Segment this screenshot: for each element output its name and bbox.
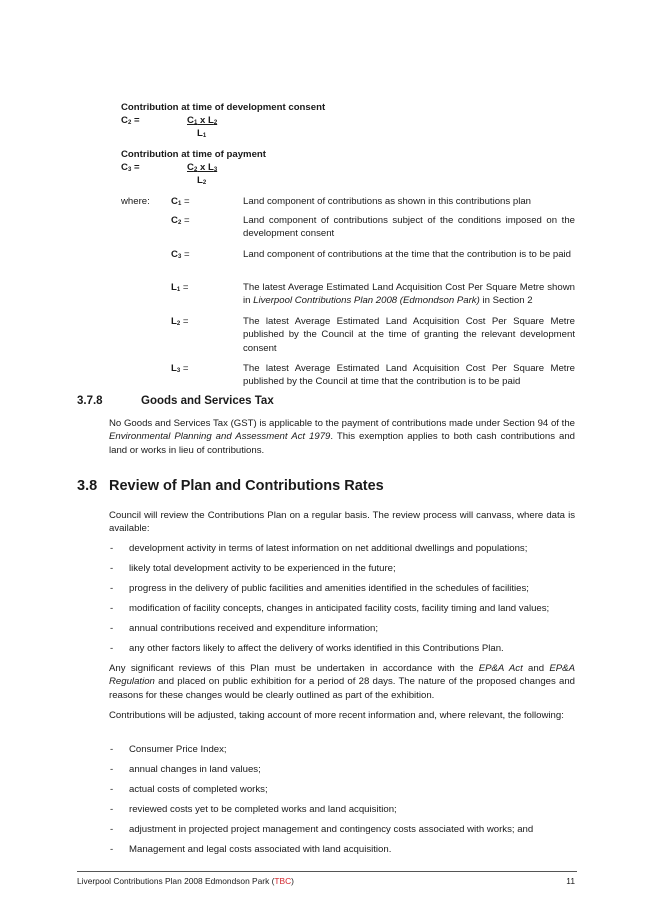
footer-rule <box>77 871 577 872</box>
formula-subscript: 3 <box>177 254 182 260</box>
section-number-378: 3.7.8 <box>77 395 103 407</box>
adjustment-bullet: Consumer Price Index; <box>129 744 227 755</box>
definition-symbol-l3 <box>171 362 189 375</box>
paragraph-text: and <box>522 663 550 674</box>
definition-symbol-l1 <box>171 281 189 294</box>
consent-formula-numerator <box>187 114 217 127</box>
formula-subscript: 1 <box>177 201 182 207</box>
formula-symbol: C <box>171 215 178 226</box>
payment-formula-numerator <box>187 161 217 174</box>
footer-title-text: Liverpool Contributions Plan 2008 Edmondson Park ( <box>77 876 275 886</box>
consent-formula-lhs <box>121 114 140 127</box>
formula-equals: = <box>182 316 189 327</box>
plan-title-italic: Liverpool Contributions Plan 2008 (Edmondson Park) <box>253 295 480 307</box>
formula-subscript: 3 <box>127 167 132 173</box>
formula-symbol: C <box>187 115 194 126</box>
adjustment-bullet: actual costs of completed works; <box>129 784 268 795</box>
footer-document-title <box>77 876 294 886</box>
formula-operator: x L <box>197 162 214 173</box>
formula-subscript: 2 <box>193 167 198 173</box>
formula-equals: = <box>183 215 190 226</box>
formula-equals: = <box>183 196 190 207</box>
bullet-dash: - <box>110 543 114 554</box>
section-heading-gst: Goods and Services Tax <box>141 395 274 407</box>
where-label: where: <box>121 196 150 207</box>
definition-text-c2: Land component of contributions subject of the conditions imposed on the development consent <box>243 215 575 240</box>
act-title-italic: EP&A Act <box>478 663 523 674</box>
paragraph-text: Any significant reviews of this Plan must be undertaken in accordance with the <box>109 663 479 674</box>
definition-text-c3: Land component of contributions at the time that the contribution is to be paid <box>243 249 571 260</box>
review-bullet: likely total development activity to be experienced in the future; <box>129 563 396 574</box>
definition-text-part: in Section 2 <box>479 295 533 307</box>
formula-symbol: C <box>121 162 128 173</box>
consent-formula-denominator <box>197 127 206 140</box>
formula-equals: = <box>182 282 189 293</box>
formula-subscript: 3 <box>213 167 218 173</box>
formula-equals: = <box>183 249 190 260</box>
formula-subscript: 2 <box>213 120 218 126</box>
bullet-dash: - <box>110 563 114 574</box>
definition-symbol-c3 <box>171 248 190 261</box>
formula-symbol: L <box>197 175 203 186</box>
formula-equals: = <box>182 363 189 374</box>
definition-text-l1 <box>243 281 575 308</box>
formula-subscript: 2 <box>127 120 132 126</box>
adjustment-bullet: reviewed costs yet to be completed works and land acquisition; <box>129 804 397 815</box>
bullet-dash: - <box>110 804 114 815</box>
formula-symbol: L <box>171 363 177 374</box>
definition-text-part: The latest Average Estimated Land Acquisition Cost Per Square Metre shown in <box>243 282 575 307</box>
formula-symbol: C <box>171 249 178 260</box>
formula-subscript: 2 <box>176 321 181 327</box>
bullet-dash: - <box>110 784 114 795</box>
bullet-dash: - <box>110 583 114 594</box>
formula-symbol: C <box>121 115 128 126</box>
formula-equals: = <box>133 162 140 173</box>
review-bullet: progress in the delivery of public facilities and amenities identified in the schedules of facilities; <box>129 583 529 594</box>
formula-subscript: 1 <box>202 133 207 139</box>
bullet-dash: - <box>110 623 114 634</box>
adjustment-bullet: adjustment in projected project management and contingency costs associated with works; and <box>129 824 534 835</box>
section-number-38: 3.8 <box>77 478 98 494</box>
definition-symbol-c2 <box>171 214 190 227</box>
payment-formula-heading: Contribution at time of payment <box>121 149 266 160</box>
bullet-dash: - <box>110 844 114 855</box>
formula-symbol: C <box>171 196 178 207</box>
adjustment-bullet: annual changes in land values; <box>129 764 261 775</box>
formula-subscript: 3 <box>176 368 181 374</box>
bullet-dash: - <box>110 643 114 654</box>
bullet-dash: - <box>110 603 114 614</box>
formula-operator: x L <box>197 115 214 126</box>
review-intro-paragraph: Council will review the Contributions Plan on a regular basis. The review process will canvass, where data is available: <box>109 510 575 535</box>
formula-symbol: C <box>187 162 194 173</box>
tbc-marker: TBC <box>274 876 292 886</box>
formula-symbol: L <box>197 128 203 139</box>
footer-title-text: ) <box>291 876 294 886</box>
formula-equals: = <box>133 115 140 126</box>
payment-formula-denominator <box>197 174 206 187</box>
section-heading-review: Review of Plan and Contributions Rates <box>109 478 384 494</box>
regulation-title-italic: EP&A Regulation <box>109 663 575 688</box>
paragraph-text: No Goods and Services Tax (GST) is applicable to the payment of contributions made under Section 94 of the <box>109 418 575 429</box>
formula-symbol: L <box>171 282 177 293</box>
review-bullet: annual contributions received and expenditure information; <box>129 623 379 634</box>
payment-formula-lhs <box>121 161 140 174</box>
bullet-dash: - <box>110 824 114 835</box>
page-number: 11 <box>566 876 575 886</box>
formula-symbol: L <box>171 316 177 327</box>
definition-text-l2: The latest Average Estimated Land Acquisition Cost Per Square Metre published by the Council at the time of granting the relevant development consent <box>243 316 575 354</box>
bullet-dash: - <box>110 744 114 755</box>
gst-paragraph <box>109 417 575 457</box>
definition-symbol-c1 <box>171 195 190 208</box>
definition-text-l3: The latest Average Estimated Land Acquisition Cost Per Square Metre published by the Council at time that the contribution is to be paid <box>243 363 575 388</box>
adjustment-bullet: Management and legal costs associated with land acquisition. <box>129 844 392 855</box>
review-paragraph-2 <box>109 662 575 702</box>
paragraph-text: and placed on public exhibition for a period of 28 days. The nature of the proposed changes and reasons for these changes would be clearly outlined as part of the exhibition. <box>109 676 575 701</box>
review-paragraph-3: Contributions will be adjusted, taking account of more recent information and, where relevant, the following: <box>109 710 564 721</box>
bullet-dash: - <box>110 764 114 775</box>
paragraph-text: . This exemption applies to both cash contributions and land or works in lieu of contributions. <box>109 431 575 456</box>
formula-subscript: 2 <box>202 180 207 186</box>
act-title-italic: Environmental Planning and Assessment Act 1979 <box>109 431 331 443</box>
definition-text-c1: Land component of contributions as shown in this contributions plan <box>243 196 531 207</box>
formula-subscript: 1 <box>176 287 181 293</box>
definition-symbol-l2 <box>171 315 189 328</box>
review-bullet: any other factors likely to affect the delivery of works identified in this Contributions Plan. <box>129 643 504 654</box>
review-bullet: modification of facility concepts, changes in anticipated facility costs, facility timing and land values; <box>129 603 550 614</box>
formula-subscript: 1 <box>193 120 198 126</box>
formula-subscript: 2 <box>177 220 182 226</box>
consent-formula-heading: Contribution at time of development consent <box>121 102 326 113</box>
review-bullet: development activity in terms of latest information on net additional dwellings and populations; <box>129 543 528 554</box>
